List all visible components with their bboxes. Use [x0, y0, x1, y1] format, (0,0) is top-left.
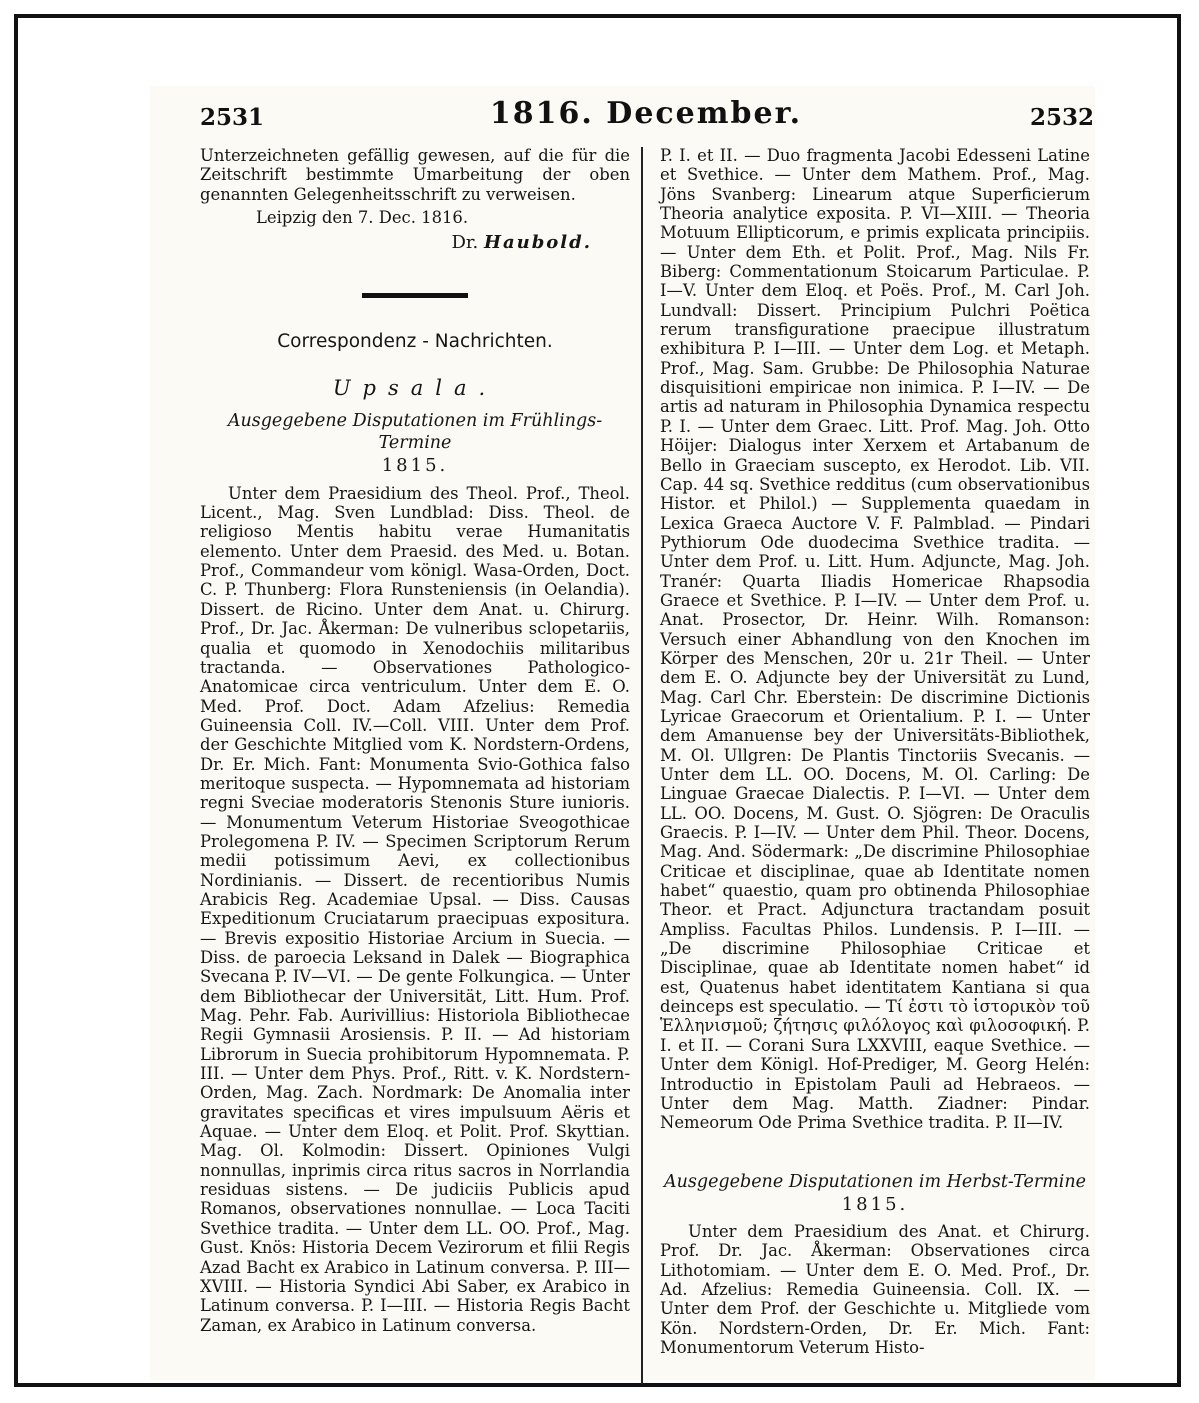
running-title: 1816. December. — [489, 96, 803, 131]
city-heading: Upsala. — [332, 376, 498, 401]
year-spring: 1815. — [381, 455, 449, 477]
signature — [200, 233, 630, 252]
page-number-left: 2531 — [200, 104, 265, 131]
signature-prefix: Dr. — [451, 232, 479, 254]
year-autumn: 1815. — [841, 1193, 909, 1215]
right-column — [660, 146, 1090, 1357]
signature-name: Haubold. — [483, 232, 592, 254]
intro-paragraph: Unterzeichneten gefällig gewesen, auf die für die Zeitschrift bestimmte Umarbeitung der oben genannten Gelegenheitsschrift zu verweisen. — [200, 146, 630, 204]
section-title: Correspondenz - Nachrichten. — [277, 330, 553, 352]
subheading-spring: Ausgegebene Disputationen im Frühlings-Termine — [227, 411, 603, 454]
body-left: Unter dem Praesidium des Theol. Prof., Theol. Licent., Mag. Sven Lundblad: Diss. Theol. de religioso Mentis habitu verae Humanitatis elemento. Unter dem Praesid. des Med. u. Botan. Prof., Commandeur vom königl. Wasa-Orden, Doct. C. P. Thunberg: Flora Runsteniensis (in Oelandia). Dissert. de Ricino. Unter dem Anat. u. Chirurg. Prof., Dr. Jac. Åkerman: De vulneribus sclopetariis, qualia et quomodo in Xenodochiis militaribus tractanda. — Observationes Pathologico-Anatomicae circa ventriculum. Unter dem E. O. Med. Prof. Doct. Adam Afzelius: Remedia Guineensia Coll. IV.—Coll. VIII. Unter dem Prof. der Geschichte Mitglied vom K. Nordstern-Ordens, Dr. Er. Mich. Fant: Monumenta Svio-Gothica falso meritoque suspecta. — Hypomnemata ad historiam regni Sveciae moderatoris Stenonis Sture iunioris. — Monumentum Veterum Historiae Sveogothicae Prolegomena P. IV. — Specimen Scriptorum Rerum medii potissimum Aevi, ex collectionibus Nordinianis. — Dissert. de recentioribus Numis Arabicis Reg. Academiae Upsal. — Diss. Causas Expeditionum Cruciatarum praecipuas expositura. — Brevis expositio Historiae Arcium in Suecia. — Diss. de paroecia Leksand in Dalek — Biographica Svecana P. IV—VI. — De gente Folkungica. — Unter dem Bibliothecar der Universität, Litt. Hum. Prof. Mag. Pehr. Fab. Aurivillius: Historiola Bibliothecae Regii Gymnasii Arosiensis. P. II. — Ad historiam Librorum in Suecia prohibitorum Hypomnemata. P. III. — Unter dem Phys. Prof., Ritt. v. K. Nordstern-Orden, Mag. Zach. Nordmark: De Anomalia inter gravitates specificas et vires impulsuum Aëris et Aquae. — Unter dem Eloq. et Polit. Prof. Skyttian. Mag. Ol. Kolmodin: Dissert. Opiniones Vulgi nonnullas, inprimis circa ritus sacros in Norrlandia residuas sistens. — De judiciis Publicis apud Romanos, observationes nonnullae. — Loca Taciti Svethice tradita. — Unter dem LL. OO. Prof., Mag. Gust. Knös: Historia Decem Vezirorum et filii Regis Azad Bacht ex Arabico in Latinum conversa. P. III—XVIII. — Historia Syndici Abi Saber, ex Arabico in Latinum conversa. P. I—III. — Historia Regis Bacht Zaman, ex Arabico in Latinum conversa. — [200, 483, 630, 1335]
body-right-2: Unter dem Praesidium des Anat. et Chirurg. Prof. Dr. Jac. Åkerman: Observationes circa Lithotomiam. — Unter dem E. O. Med. Prof., Dr. Ad. Afzelius: Remedia Guineensia. Coll. IX. — Unter dem Prof. der Geschichte u. Mitgliede vom Kön. Nordstern-Orden, Dr. Er. Mich. Fant: Monumentorum Veterum Histo- — [660, 1221, 1090, 1357]
page-number-right: 2532 — [1029, 104, 1094, 131]
section-rule — [362, 293, 468, 298]
dateline: Leipzig den 7. Dec. 1816. — [256, 208, 469, 228]
subheading-autumn: Ausgegebene Disputationen im Herbst-Termine — [663, 1171, 1087, 1192]
column-divider — [641, 147, 643, 1384]
page-header — [196, 96, 1096, 144]
body-right: P. I. et II. — Duo fragmenta Jacobi Edesseni Latine et Svethice. — Unter dem Mathem. Prof., Mag. Jöns Svanberg: Linearum atque Superficierum Theoria analytice exposita. P. VI—XIII. — Theoria Motuum Ellipticorum, e primis explicata principiis. — Unter dem Eth. et Polit. Prof., Mag. Nils Fr. Biberg: Commentationum Stoicarum Particulae. P. I—V. Unter dem Eloq. et Poës. Prof., M. Carl Joh. Lundvall: Dissert. Principium Pulchri Poëtica rerum transfiguratione praecipue illustratum exhibitura P. I—III. — Unter dem Log. et Metaph. Prof., Mag. Sam. Grubbe: De Philosophia Naturae disquisitioni empiricae non inimica. P. I—IV. — De artis ad naturam in Philosophia Dynamica respectu P. I. — Unter dem Graec. Litt. Prof. Mag. Joh. Otto Höijer: Dialogus inter Xerxem et Artabanum de Bello in Graeciam suscepto, ex Herodot. Lib. VII. Cap. 44 sq. Svethice redditus (cum observationibus Histor. et Philol.) — Supplementa quaedam in Lexica Graeca Auctore V. F. Palmblad. — Pindari Pythiorum Ode duodecima Svethice tradita. — Unter dem Prof. u. Litt. Hum. Adjuncte, Mag. Joh. Tranér: Quarta Iliadis Homericae Rhapsodia Graece et Svethice. P. I—IV. — Unter dem Prof. u. Anat. Prosector, Dr. Heinr. Wilh. Romanson: Versuch einer Abhandlung von den Knochen im Körper des Menschen, 20r u. 21r Theil. — Unter dem E. O. Adjuncte bey der Universität zu Lund, Mag. Carl Chr. Eberstein: De discrimine Dictionis Lyricae Graecorum et Orientalium. P. I. — Unter dem Amanuense bey der Universitäts-Bibliothek, M. Ol. Ullgren: De Plantis Tinctoriis Svecanis. — Unter dem LL. OO. Docens, M. Ol. Carling: De Linguae Graecae Dialectis. P. I—VI. — Unter dem LL. OO. Docens, M. Gust. O. Sjögren: De Oraculis Graecis. P. I—IV. — Unter dem Phil. Theor. Docens, Mag. And. Södermark: „De discrimine Philosophiae Criticae et disciplinae, quae ab Identitate nomen habet“ quaestio, quam pro obtinenda Philosophiae Theor. et Pract. Adjunctura tractandam posuit Ampliss. Facultas Philos. Lundensis. P. I—III. — „De discrimine Philosophiae Criticae et Disciplinae, quae ab Identitate nomen habet“ id est, Quatenus habet identitatem Kantiana si qua deinceps est speculatio. — Τί ἐστι τὸ ἱστορικὸν τοῦ Ἑλληνισμοῦ; ζήτησις φιλόλογος καὶ φιλοσοφική. P. I. et II. — Corani Sura LXXVIII, eaque Svethice. — Unter dem Königl. Hof-Prediger, M. Georg Helén: Introductio in Epistolam Pauli ad Hebraeos. — Unter dem Mag. Matth. Ziadner: Pindar. Nemeorum Ode Prima Svethice tradita. P. II—IV. — [660, 146, 1090, 1133]
left-column — [200, 146, 630, 1335]
